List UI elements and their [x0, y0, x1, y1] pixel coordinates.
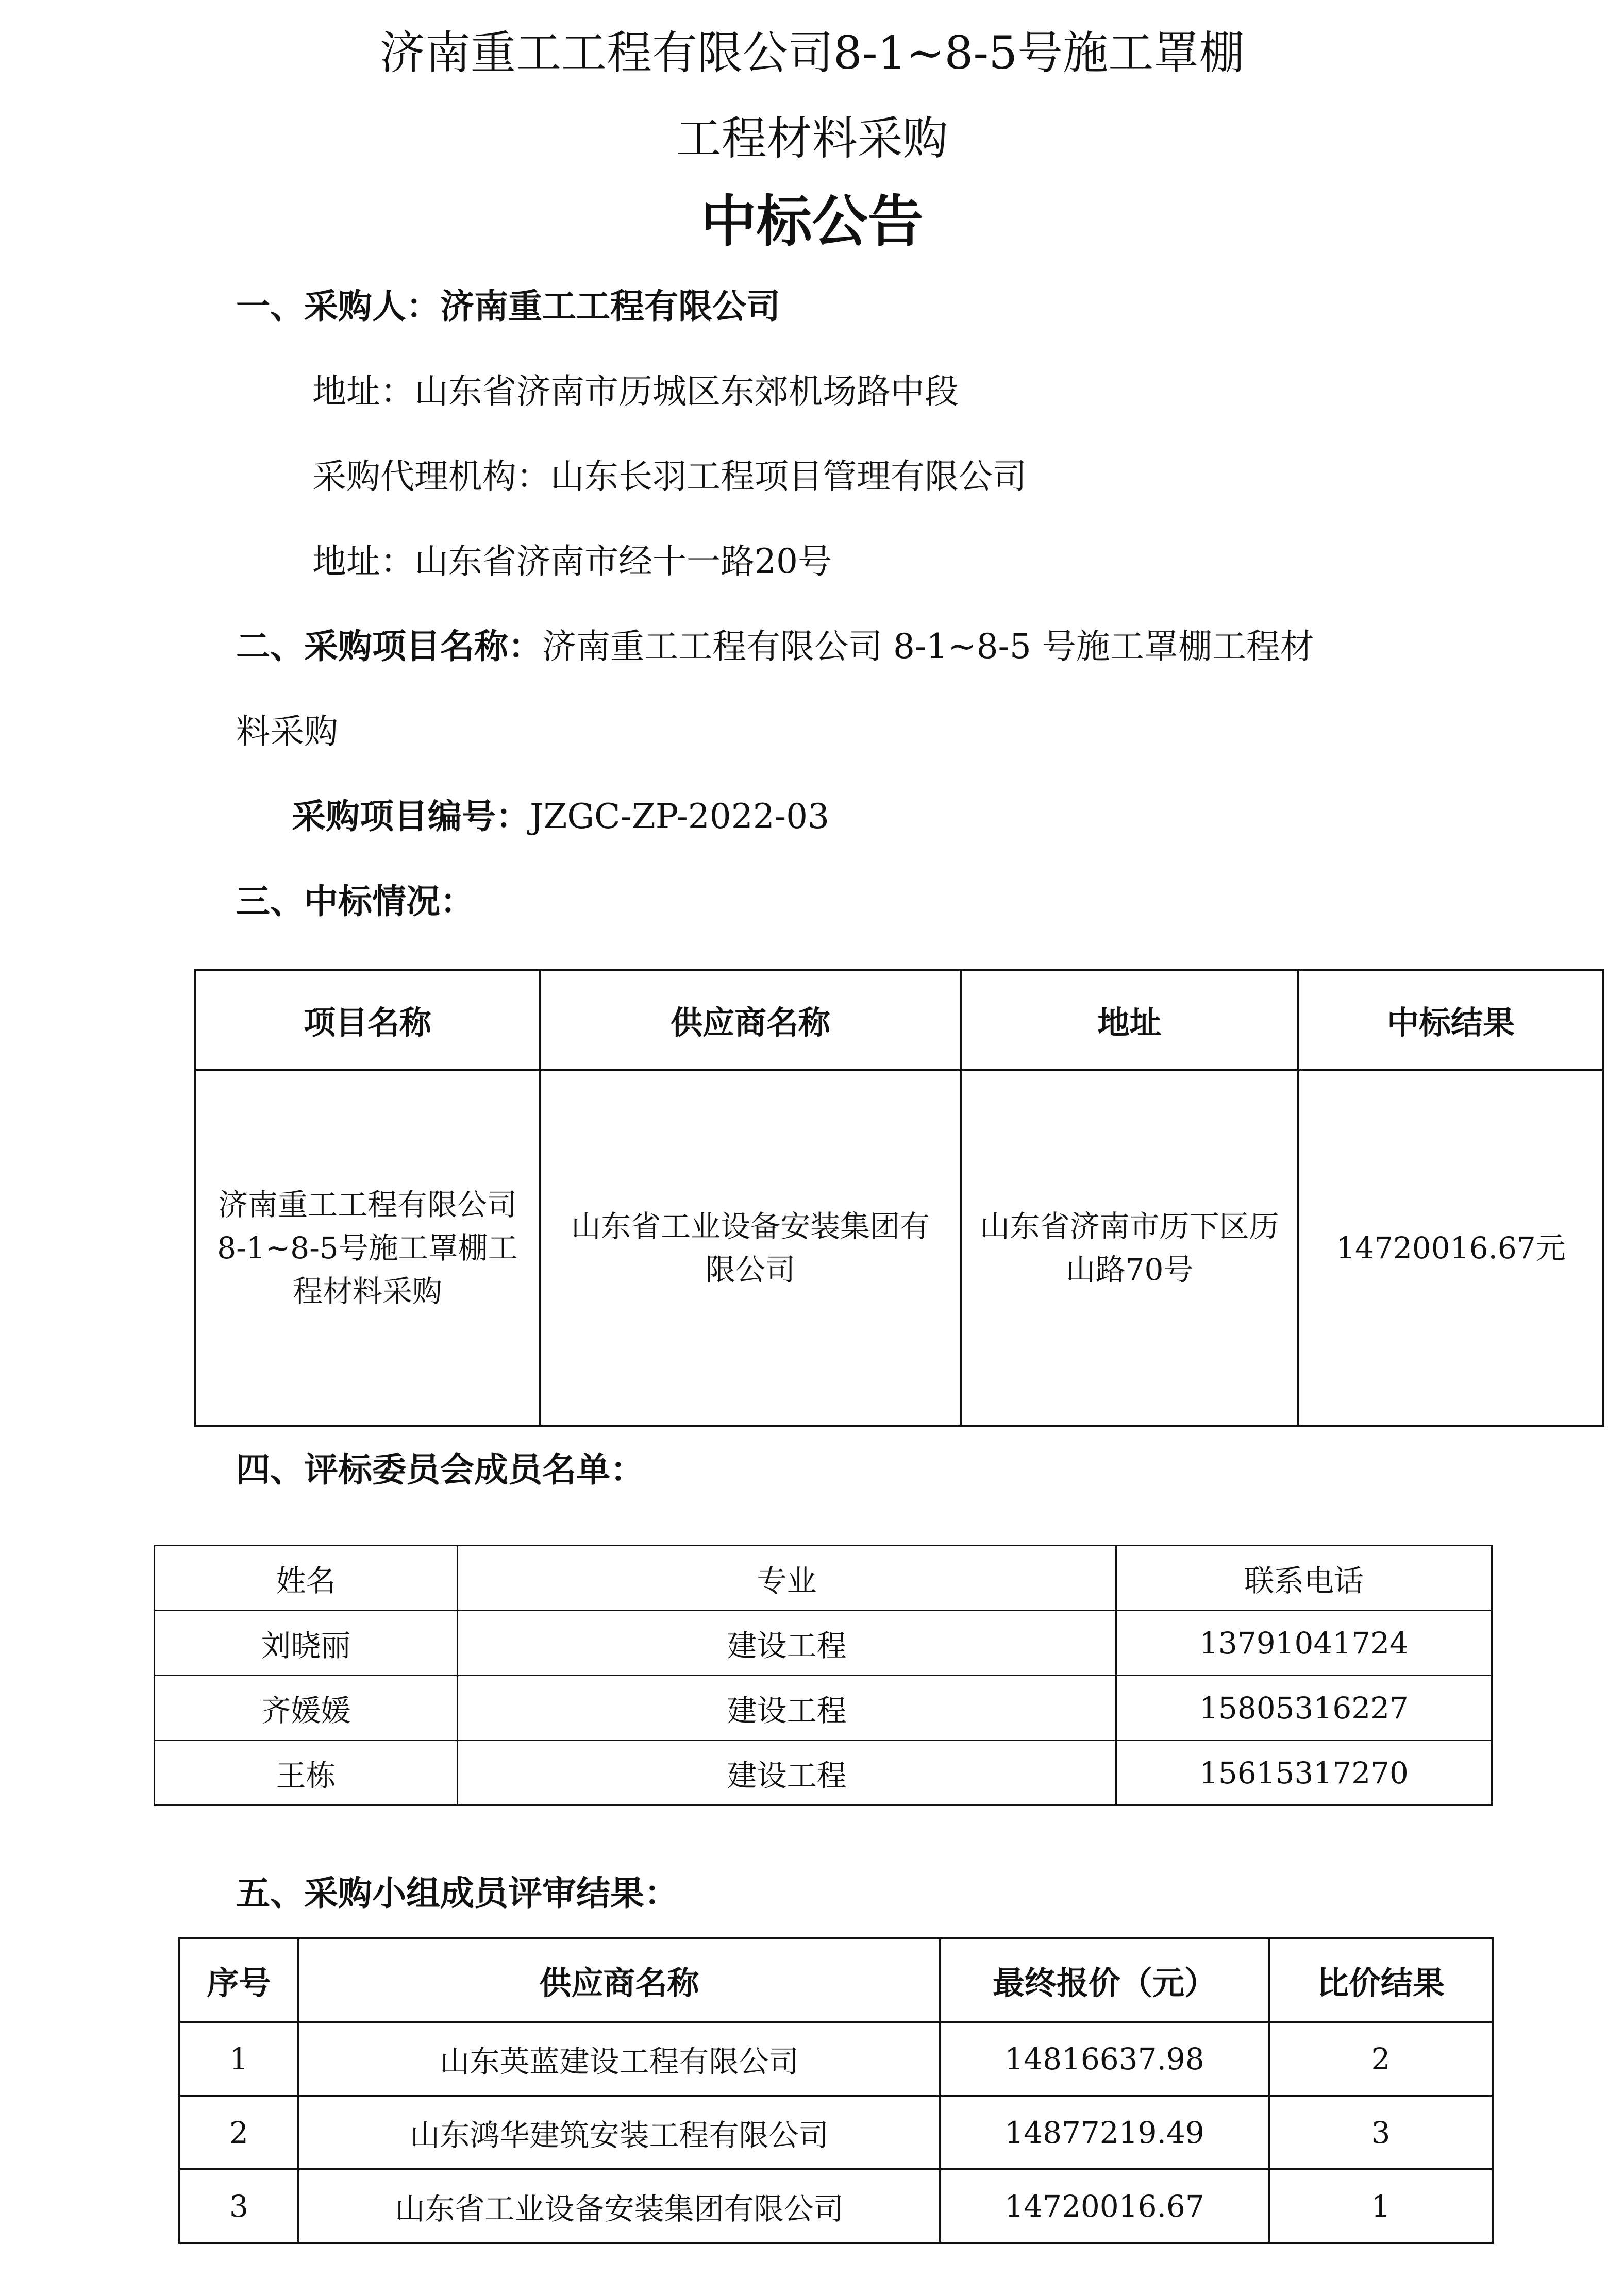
review-supplier: 山东英蓝建设工程有限公司 — [298, 2022, 940, 2096]
section3-heading: 三、中标情况： — [236, 882, 474, 921]
award-address-cell — [961, 1070, 1298, 1426]
review-supplier: 山东鸿华建筑安装工程有限公司 — [298, 2096, 940, 2169]
agency-name: 采购代理机构：山东长羽工程项目管理有限公司 — [312, 457, 1027, 496]
section4-heading: 四、评标委员会成员名单： — [236, 1450, 644, 1490]
section5-heading: 五、采购小组成员评审结果： — [236, 1873, 678, 1913]
header-index: 序号 — [179, 1938, 298, 2022]
member-major: 建设工程 — [458, 1741, 1116, 1805]
section2-label: 二、采购项目名称： — [236, 627, 542, 666]
header-supplier: 供应商名称 — [298, 1938, 940, 2022]
section1-heading: 一、采购人：济南重工工程有限公司 — [236, 286, 780, 326]
review-index: 1 — [179, 2022, 298, 2096]
review-rank: 3 — [1269, 2096, 1493, 2169]
section2-value: 济南重工工程有限公司 8-1~8-5 号施工罩棚工程材 — [542, 627, 1314, 666]
member-name: 齐媛媛 — [155, 1676, 458, 1741]
review-index: 2 — [179, 2096, 298, 2169]
award-project-line2: 8-1~8-5号施工罩棚工 — [217, 1230, 518, 1265]
member-major: 建设工程 — [458, 1676, 1116, 1741]
section2-value-cont: 料采购 — [236, 712, 338, 751]
review-price: 14816637.98 — [940, 2022, 1269, 2096]
project-code-label: 采购项目编号： — [292, 797, 530, 836]
header-name: 姓名 — [155, 1546, 458, 1611]
header-result: 中标结果 — [1298, 970, 1603, 1070]
award-supplier-line2: 限公司 — [705, 1252, 795, 1287]
table-row — [155, 1741, 1492, 1805]
review-price: 14720016.67 — [940, 2169, 1269, 2243]
header-major: 专业 — [458, 1546, 1116, 1611]
member-name: 王栋 — [155, 1741, 458, 1805]
award-address-line2: 山路70号 — [1065, 1252, 1194, 1287]
document-title-main: 中标公告 — [700, 190, 924, 254]
project-code-value: JZGC-ZP-2022-03 — [530, 797, 830, 836]
table-row — [179, 2096, 1493, 2169]
document-title-line1: 济南重工工程有限公司8-1~8-5号施工罩棚 — [379, 26, 1245, 79]
committee-header — [155, 1546, 1492, 1611]
review-rank: 2 — [1269, 2022, 1493, 2096]
document-title-line2: 工程材料采购 — [676, 112, 948, 165]
agency-address: 地址：山东省济南市经十一路20号 — [312, 542, 832, 581]
table-row — [155, 1676, 1492, 1741]
header-address: 地址 — [961, 970, 1298, 1070]
award-project-line1: 济南重工工程有限公司 — [217, 1187, 517, 1222]
table-row — [195, 1070, 1603, 1426]
review-header — [179, 1938, 1493, 2022]
award-address-line1: 山东省济南市历下区历 — [980, 1209, 1279, 1244]
review-supplier: 山东省工业设备安装集团有限公司 — [298, 2169, 940, 2243]
award-project-line3: 程材料采购 — [292, 1274, 442, 1309]
award-table — [194, 969, 1604, 1427]
header-supplier: 供应商名称 — [540, 970, 961, 1070]
header-project: 项目名称 — [195, 970, 540, 1070]
table-row — [179, 2022, 1493, 2096]
header-rank: 比价结果 — [1269, 1938, 1493, 2022]
member-phone: 15615317270 — [1116, 1741, 1492, 1805]
member-name: 刘晓丽 — [155, 1611, 458, 1676]
header-price: 最终报价（元） — [940, 1938, 1269, 2022]
table-row — [155, 1611, 1492, 1676]
award-result-cell: 14720016.67元 — [1298, 1070, 1603, 1426]
review-price: 14877219.49 — [940, 2096, 1269, 2169]
member-major: 建设工程 — [458, 1611, 1116, 1676]
review-index: 3 — [179, 2169, 298, 2243]
member-phone: 13791041724 — [1116, 1611, 1492, 1676]
project-code — [292, 794, 829, 840]
member-phone: 15805316227 — [1116, 1676, 1492, 1741]
section2-heading — [236, 623, 1314, 670]
table-row — [179, 2169, 1493, 2243]
header-phone: 联系电话 — [1116, 1546, 1492, 1611]
review-table — [178, 1937, 1494, 2244]
award-project-cell — [195, 1070, 540, 1426]
award-supplier-line1: 山东省工业设备安装集团有 — [571, 1209, 930, 1244]
award-table-header — [195, 970, 1603, 1070]
review-rank: 1 — [1269, 2169, 1493, 2243]
award-supplier-cell — [540, 1070, 961, 1426]
committee-table — [154, 1545, 1493, 1806]
purchaser-address: 地址：山东省济南市历城区东郊机场路中段 — [312, 372, 959, 411]
